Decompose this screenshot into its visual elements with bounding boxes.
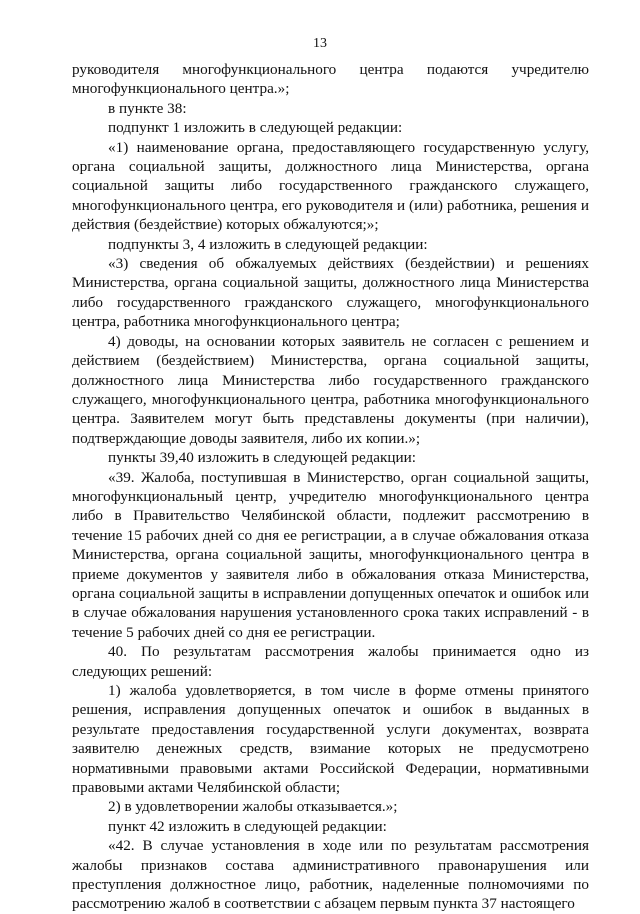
paragraph: подпункты 3, 4 изложить в следующей редакции: [108,235,428,253]
paragraph: «39. Жалоба, поступившая в Министерство, орган социальной защиты, многофункциональный центр, учредителю многофункционального центра либо в Правительство Челябинской области, подлежит рассмотрению в течение 15 рабочих дней со дня ее регистрации, а в случае обжалования отказа Министерства, органа социальной защиты, многофункционального центра в приеме документов у заявителя либо в обжалования отказа Министерства, органа социальной защиты в исправлении допущенных опечаток и ошибок или в случае обжалования нарушения установленного срока таких исправлений - в течение 5 рабочих дней со дня ее регистрации. [72,468,589,641]
paragraph: подпункт 1 изложить в следующей редакции: [108,119,403,137]
paragraph: пункт 42 изложить в следующей редакции: [108,817,387,835]
paragraph: 1) жалоба удовлетворяется, в том числе в форме отмены принятого решения, исправления допущенных опечаток и ошибок в выданных в результате предоставления государственной услуги документах, возврата заявителю денежных средств, взимание которых не предусмотрено нормативными правовыми актами Российской Федерации, нормативными правовыми актами Челябинской области; [72,682,589,797]
paragraph: «1) наименование органа, предоставляющего государственную услугу, органа социальной защиты, должностного лица Министерства, органа социальной защиты либо государственного гражданского служащего, многофункционального центра, его руководителя и (или) работника, решения и действия (бездействие) которых обжалуются;»; [72,138,589,234]
document-body [72,60,589,914]
page-number: 13 [313,36,327,51]
paragraph: руководителя многофункционального центра подаются учредителю многофункционального центра.»; [72,61,589,98]
paragraph: «3) сведения об обжалуемых действиях (бездействии) и решениях Министерства, органа социальной защиты, должностного лица Министерства либо государственного гражданского служащего, многофункционального центра, работника многофункционального центра; [72,255,589,331]
paragraph: в пункте 38: [108,99,187,117]
paragraph: 4) доводы, на основании которых заявитель не согласен с решением и действием (бездействием) Министерства, органа социальной защиты, должностного лица Министерства либо государственного гражданского служащего, многофункционального центра, работника многофункционального центра. Заявителем могут быть представлены документы (при наличии), подтверждающие доводы заявителя, либо их копии.»; [72,332,589,447]
paragraph: 2) в удовлетворении жалобы отказывается.»; [108,798,398,816]
paragraph: пункты 39,40 изложить в следующей редакции: [108,449,416,467]
paragraph: «42. В случае установления в ходе или по результатам рассмотрения жалобы признаков состава административного правонарушения или преступления должностное лицо, работник, наделенные полномочиями по рассмотрению жалоб в соответствии с абзацем первым пункта 37 настоящего [72,837,589,913]
paragraph: 40. По результатам рассмотрения жалобы принимается одно из следующих решений: [72,643,589,680]
